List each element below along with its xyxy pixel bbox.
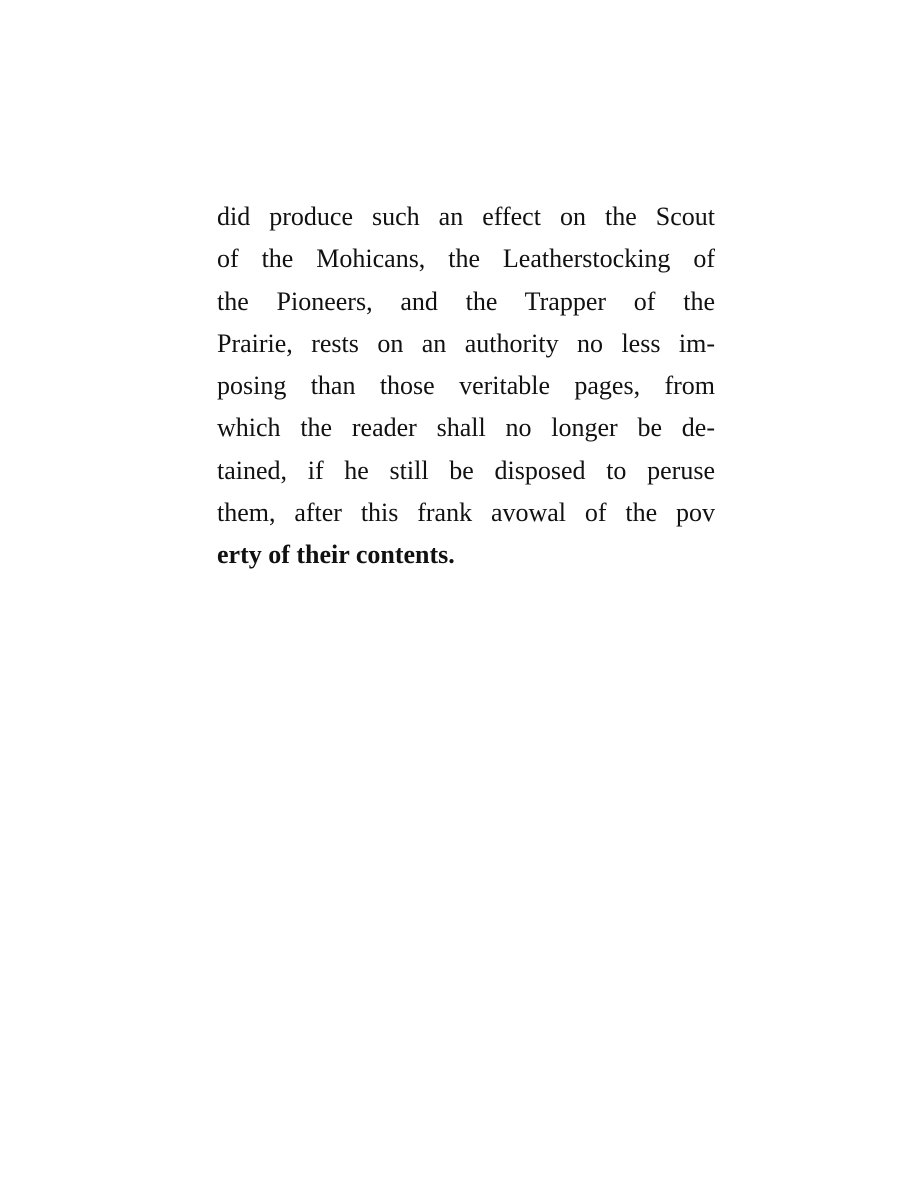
text-line-6: which the reader shall no longer be de-	[217, 413, 715, 443]
text-line-2: of the Mohicans, the Leatherstocking of	[217, 244, 715, 274]
text-line-4: Prairie, rests on an authority no less im-	[217, 328, 715, 358]
text-line-9: erty of their contents.	[217, 540, 455, 570]
text-line-1: did produce such an effect on the Scout	[217, 202, 715, 231]
body-paragraph	[217, 196, 715, 577]
text-line-5: posing than those veritable pages, from	[217, 371, 715, 401]
text-line-8: them, after this frank avowal of the pov	[217, 498, 715, 528]
text-line-7: tained, if he still be disposed to peruse	[217, 455, 715, 485]
text-line-3: the Pioneers, and the Trapper of the	[217, 286, 715, 316]
